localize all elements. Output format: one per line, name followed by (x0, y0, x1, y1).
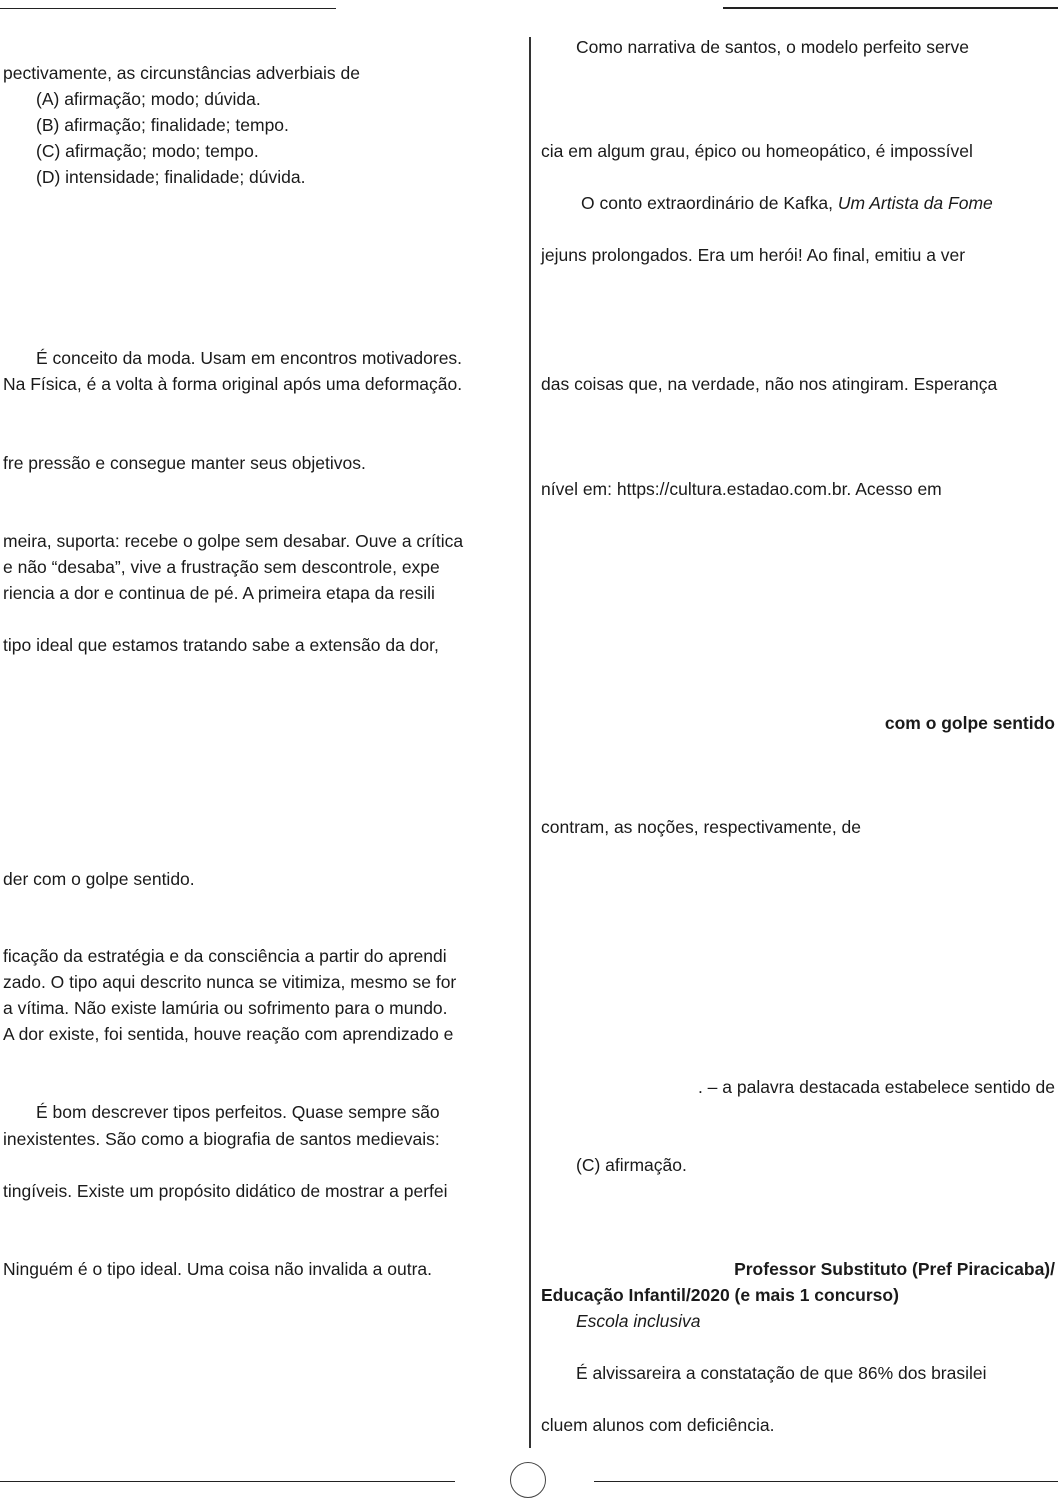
left-line-06: É conceito da moda. Usam em encontros motivadores. (36, 348, 463, 368)
column-divider (529, 37, 531, 1448)
option-a: (A) afirmação; modo; dúvida. (36, 89, 261, 109)
right-line-05: das coisas que, na verdade, não nos atingiram. Esperança (541, 374, 998, 394)
kafka-story-title: Um Artista da Fome (837, 193, 993, 213)
right-line-14: É alvissareira a constatação de que 86% dos brasilei (576, 1363, 987, 1383)
right-line-08: contram, as noções, respectivamente, de (541, 817, 862, 837)
top-right-rule (723, 7, 1058, 9)
right-line-03-text: O conto extraordinário de Kafka, (581, 193, 838, 213)
left-line-09: meira, suporta: recebe o golpe sem desabar. Ouve a crítica (3, 531, 464, 551)
left-line-15: zado. O tipo aqui descrito nunca se vitimiza, mesmo se for (3, 972, 457, 992)
left-line-08: fre pressão e consegue manter seus objetivos. (3, 453, 366, 473)
left-line-18-text: É bom descrever tipos perfeitos. Quase sempre são (36, 1102, 440, 1122)
left-line-18 (36, 1101, 518, 1125)
option-b: (B) afirmação; finalidade; tempo. (36, 115, 289, 135)
right-line-02: cia em algum grau, épico ou homeopático, é impossível (541, 141, 973, 161)
top-left-rule (0, 8, 336, 9)
left-line-19: inexistentes. São como a biografia de santos medievais: (3, 1129, 440, 1149)
left-line-14: ficação da estratégia e da consciência a partir do aprendi (3, 946, 447, 966)
page-number-circle (510, 1462, 546, 1498)
left-line-10: e não “desaba”, vive a frustração sem descontrole, expe (3, 557, 440, 577)
right-line-03 (581, 192, 993, 216)
right-line-07: com o golpe sentido (884, 713, 1055, 733)
left-line-16: a vítima. Não existe lamúria ou sofrimento para o mundo. (3, 998, 448, 1018)
left-line-21: Ninguém é o tipo ideal. Uma coisa não invalida a outra. (3, 1259, 432, 1279)
left-line-11: riencia a dor e continua de pé. A primeira etapa da resili (3, 583, 435, 603)
right-line-11: Professor Substituto (Pref Piracicaba)/ (734, 1259, 1055, 1279)
option-d: (D) intensidade; finalidade; dúvida. (36, 167, 306, 187)
right-line-01: Como narrativa de santos, o modelo perfeito serve (576, 37, 969, 57)
left-line-01: pectivamente, as circunstâncias adverbiais de (3, 63, 360, 83)
left-line-12: tipo ideal que estamos tratando sabe a extensão da dor, (3, 635, 439, 655)
right-line-12: Educação Infantil/2020 (e mais 1 concurso) (541, 1285, 899, 1305)
bottom-left-rule (0, 1481, 455, 1482)
bottom-right-rule (594, 1481, 1058, 1482)
left-line-07: Na Física, é a volta à forma original após uma deformação. (3, 374, 463, 394)
right-line-13: Escola inclusiva (576, 1311, 701, 1331)
right-line-10: (C) afirmação. (576, 1155, 687, 1175)
right-line-09: . – a palavra destacada estabelece sentido de (697, 1077, 1055, 1097)
left-line-20: tingíveis. Existe um propósito didático de mostrar a perfei (3, 1181, 448, 1201)
right-line-06: nível em: https://cultura.estadao.com.br. Acesso em (541, 479, 942, 499)
left-line-17: A dor existe, foi sentida, houve reação com aprendizado e (3, 1024, 454, 1044)
right-line-04: jejuns prolongados. Era um herói! Ao final, emitiu a ver (541, 245, 966, 265)
right-line-15: cluem alunos com deficiência. (541, 1415, 775, 1435)
left-line-13: der com o golpe sentido. (3, 869, 195, 889)
option-c: (C) afirmação; modo; tempo. (36, 141, 259, 161)
